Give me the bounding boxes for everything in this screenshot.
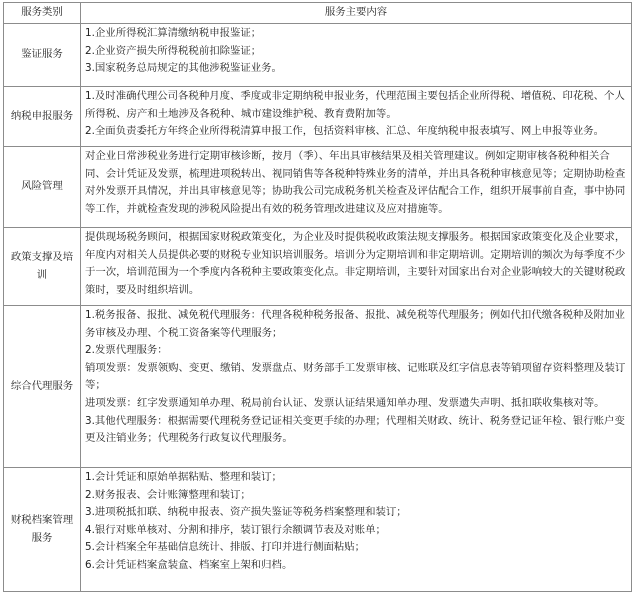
table-row: [4, 24, 632, 87]
content-line: 进项发票：红字发票通知单办理、税局前台认证、发票认证结果通知单办理、发票遗失声明、抵扣联收集核对等。: [85, 396, 605, 409]
content-line: 2.全面负责委托方年终企业所得税清算申报工作，包括资料审核、汇总、年度纳税申报表填写、网上申报等业务。: [85, 125, 605, 138]
header-content: 服务主要内容: [81, 3, 632, 24]
table-row: [4, 228, 632, 306]
content-cell: [81, 87, 632, 147]
content-line: 5.会计档案全年基础信息统计、排版、打印并进行侧面粘贴；: [85, 541, 366, 554]
header-row: [4, 3, 632, 24]
content-cell: [81, 147, 632, 228]
content-cell: [81, 24, 632, 87]
category-cell: 政策支撑及培训: [4, 228, 81, 306]
content-line: 提供现场税务顾问，根据国家财税政策变化，为企业及时提供税收政策法规支撑服务。根据国家政策变化及企业要求，年度内对相关人员提供必要的财税专业知识培训服务。培训分为定期培训和非定期培训。定期培训的频次为每季度不少于一次，培训范围为一个季度内各税种主要政策变化点。非定期培训，主要针对国家出台对企业影响较大的关键财税政策时，要及时组织培训。: [85, 231, 626, 296]
content-cell: [81, 306, 632, 468]
content-line: 2.企业资产损失所得税税前扣除鉴证；: [85, 44, 262, 57]
content-line: 销项发票：发票领购、变更、缴销、发票盘点、财务部手工发票审核、记账联及红字信息表等销项留存资料整理及装订等；: [85, 361, 626, 392]
content-line: 3.进项税抵扣联、纳税申报表、资产损失鉴证等税务档案整理和装订；: [85, 506, 407, 519]
service-table: [3, 2, 632, 592]
content-line: 对企业日常涉税业务进行定期审核诊断，按月（季）、年出具审核结果及相关管理建议。例如定期审核各税种相关合同、会计凭证及发票，梳理进项税转出、视同销售等各税种特殊业务的清单，并出具各税种审核意见等；定期协助检查对外发票开具情况，并出具审核意见等；协助我公司完成税务机关检查及评估配合工作，组织开展事前自查，事中协同等工作，并就检查发现的涉税风险提出有效的税务管理改进建议及应对措施等。: [85, 150, 626, 215]
category-cell: 鉴证服务: [4, 24, 81, 87]
content-line: 3.国家税务总局规定的其他涉税鉴证业务。: [85, 62, 282, 75]
content-line: 2.发票代理服务：: [85, 344, 168, 357]
category-cell: 风险管理: [4, 147, 81, 228]
table-row: [4, 87, 632, 147]
content-line: 2.财务报表、会计账簿整理和装订；: [85, 488, 251, 501]
table-row: [4, 147, 632, 228]
content-line: 1.及时准确代理公司各税种月度、季度或非定期纳税申报业务，代理范围主要包括企业所得税、增值税、印花税、个人所得税、房产和土地涉及各税种、城市建设维护税、教育费附加等。: [85, 90, 625, 120]
category-cell: 综合代理服务: [4, 306, 81, 468]
header-category: 服务类别: [4, 3, 81, 24]
table-row: [4, 306, 632, 468]
category-cell: 纳税申报服务: [4, 87, 81, 147]
content-line: 6.会计凭证档案盒装盒、档案室上架和归档。: [85, 558, 293, 571]
content-line: 1.会计凭证和原始单据粘贴、整理和装订；: [85, 471, 282, 483]
content-line: 1.税务报备、报批、减免税代理服务：代理各税种税务报备、报批、减免税等代理服务；例如代扣代缴各税种及附加业务审核及办理、个税工资备案等代理服务；: [85, 309, 625, 339]
content-line: 3.其他代理服务：根据需要代理税务登记证相关变更手续的办理；代理相关财政、统计、税务登记证年检、银行账户变更及注销业务；代理税务行政复议代理服务。: [85, 414, 625, 445]
category-cell: 财税档案管理服务: [4, 468, 81, 592]
content-cell: [81, 468, 632, 592]
content-cell: [81, 228, 632, 306]
content-line: 1.企业所得税汇算清缴纳税申报鉴证；: [85, 27, 262, 39]
table-row: [4, 468, 632, 592]
content-line: 4.银行对账单核对、分割和排序，装订银行余额调节表及对账单；: [85, 523, 386, 536]
